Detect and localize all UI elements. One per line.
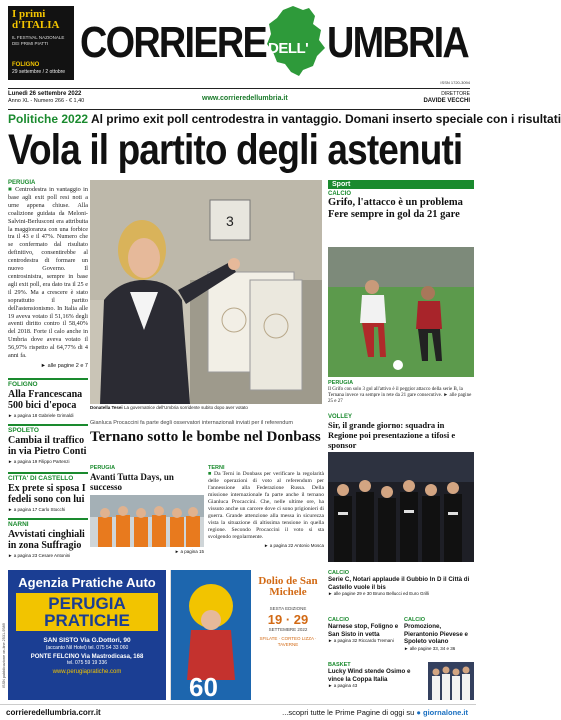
sidebar-page-text: a pagina 23 Cesare Antonini — [13, 553, 71, 558]
terni-text: regolarità delle operazioni di voto al referendum per l'annessione alla Federazione Russa. Della missione internazionale fa parte anche il ternano Gianluca Procaccini. Che, nelle ultime ore, ha vissuto anche un carcere dove ci sono prigionieri di guerra. Grande attenzione alla messa in sicurezza vista la situazione di altissima tensione in quella regione. Secondo Procaccini il voto si sta svolgendo regolarmente. — [208, 471, 325, 540]
newspaper-logo[interactable] — [80, 18, 470, 68]
sport-sub-page: ► alle pagine 25 e 27 — [328, 393, 472, 404]
ad-dolio-events: SFILATE · CORTEO LIZZA · TAVERNE — [259, 636, 317, 647]
bottom-category: CALCIO — [404, 617, 426, 623]
donbass-article[interactable] — [90, 420, 324, 446]
bottom-page-text: alle pagine 33, 34 e 36 — [409, 645, 456, 651]
promo-place — [12, 62, 65, 76]
bottom-item-narnese[interactable] — [328, 617, 400, 643]
issn-online-text: ISSN pubblicazione on-line 2531-9589 — [2, 623, 6, 688]
bottom-item-basket[interactable] — [328, 662, 424, 688]
volley-article[interactable] — [328, 414, 474, 450]
basket-photo — [428, 662, 474, 700]
director-name: DAVIDE VECCHI — [423, 98, 470, 104]
dateline — [8, 88, 470, 110]
football-illustration — [328, 247, 474, 377]
issn-online-code — [0, 566, 6, 696]
perugia-headline: Avanti Tutta Days, un successo — [90, 472, 174, 492]
bottom-page: ► a pagina 43 — [328, 683, 358, 688]
sidebar-item-castello[interactable] — [8, 472, 88, 512]
sport-category: CALCIO — [328, 191, 351, 197]
ad-pratiche-web: www.perugiapratiche.com — [52, 669, 122, 675]
ad-pratiche-brand: PERUGIA PRATICHE — [16, 593, 158, 631]
logo-left-text: CORRIERE — [80, 18, 266, 67]
footer-brand: ● giornalone.it — [416, 708, 468, 717]
perugia-photo — [90, 495, 204, 547]
sidebar-page: ► a pagina 17 Carlo Stocchi — [8, 507, 66, 512]
terni-body — [208, 471, 324, 541]
sidebar-page-text: a pagina 17 Carlo Stocchi — [13, 507, 66, 512]
bottom-page: ► alle pagine 29 e 30 Bruno Bellucci ed Euro Grilli — [328, 591, 430, 596]
footer-promo-text: ...scopri tutte le Prime Pagine di oggi su — [282, 708, 415, 717]
terni-tag: TERNI — [208, 465, 225, 471]
terni-lead: Da Terni in Donbass per verificare la — [214, 471, 301, 477]
ad-dolio-art — [171, 570, 251, 700]
lead-body-bullet: ■ — [8, 186, 13, 193]
sidebar-headline: Cambia il traffico in via Pietro Conti — [8, 435, 87, 457]
sidebar-headline: Alla Francescana 500 bici d'epoca — [8, 389, 83, 411]
terni-bullet: ■ — [208, 471, 213, 477]
sport-sub-tag: PERUGIA — [328, 380, 354, 386]
sidebar-page: ► a pagina 19 Filippo Partenzi — [8, 459, 70, 464]
ad-dolio-edition: SESTA EDIZIONE — [269, 606, 307, 611]
ad-dolio-title: Dolio de San Michele — [258, 575, 318, 598]
ad-pratiche-address-2b: tel. 075 59 19 336 — [66, 660, 108, 666]
sport-sub-article[interactable] — [328, 380, 474, 405]
lead-headline[interactable]: Vola il partito degli astenuti — [8, 126, 463, 174]
sidebar-tag: CITTA' DI CASTELLO — [8, 472, 88, 482]
kicker-tag: Politiche 2022 — [8, 112, 89, 126]
website-link[interactable]: www.corrieredellumbria.it — [202, 95, 288, 102]
kicker-text: Al primo exit poll centrodestra in vantaggio. Domani inserto speciale con i risultati — [90, 112, 561, 126]
date-issue — [8, 91, 84, 105]
perugia-tag: PERUGIA — [90, 465, 116, 471]
issn: ISSN 1720-3094 — [440, 80, 470, 85]
bottom-item-promozione[interactable] — [404, 617, 474, 651]
lead-body-lead: Centrodestra in vantaggio in base agli exit poll resi noti a urne appena chiuse. — [8, 186, 88, 209]
sport-sub-text: Il Grifo con solo 3 gol all'attivo è il peggior attacco della serie B, la Ternana invece va sempre in rete da 21 gare consecutive. — [328, 387, 463, 398]
sidebar-page: ► a pagina 18 Gabriele Grimaldi — [8, 413, 74, 418]
perugia-page-text: a pagina 15 — [180, 549, 204, 554]
bottom-page-text: alle pagine 29 e 30 Bruno Bellucci ed Euro Grilli — [333, 591, 430, 596]
basket-illustration — [428, 662, 474, 700]
ad-pratiche-title: Agenzia Pratiche Auto — [18, 575, 156, 590]
donbass-headline: Ternano sotto le bombe nel Donbass — [90, 429, 321, 445]
caption-name: Donatella Tesei — [90, 405, 123, 410]
sidebar-tag: FOLIGNO — [8, 378, 88, 388]
sport-headline: Grifo, l'attacco è un problema Fere sempre in gol da 21 gare — [328, 197, 463, 220]
ad-dolio-dates: 19 · 29 — [267, 612, 309, 627]
sidebar-tag: SPOLETO — [8, 424, 88, 434]
lead-more-text: alle pagine 2 e 7 — [47, 362, 88, 369]
sidebar-tag: NARNI — [8, 518, 88, 528]
volley-category: VOLLEY — [328, 414, 353, 420]
bottom-headline: Promozione, Pierantonio Pievese e Spoleto volano — [404, 623, 468, 645]
footer — [0, 704, 476, 720]
ballot-number: 3 — [226, 213, 234, 229]
ad-perugia-pratiche[interactable] — [8, 570, 166, 700]
lead-article[interactable] — [8, 180, 88, 369]
promo-dates: 29 settembre / 2 ottobre — [12, 69, 66, 75]
bottom-item-serie-c[interactable] — [328, 570, 474, 596]
sidebar-item-spoleto[interactable] — [8, 424, 88, 464]
ad-pratiche-address-1b: (accanto Nil Hotel) tel. 075 54 33 060 — [45, 645, 129, 651]
bottom-page: ► a pagina 32 Riccardo Tremani — [328, 638, 394, 643]
terni-page-text: a pagina 22 Antonio Mosca — [269, 543, 324, 548]
bottom-category: BASKET — [328, 662, 351, 668]
donbass-kicker: Gianluca Procaccini fa parte degli osservatori internazionali inviati per il referendum — [90, 420, 293, 426]
director — [423, 91, 470, 105]
promo-subtitle: IL FESTIVAL NAZIONALE DEI PRIMI PIATTI — [12, 35, 65, 46]
voting-scene-illustration — [90, 180, 322, 404]
bottom-page: ► alle pagine 33, 34 e 36 — [404, 645, 456, 651]
bottom-page-text: a pagina 43 — [333, 683, 358, 688]
logo-right-text: UMBRIA — [327, 18, 469, 67]
lead-photo — [90, 180, 322, 404]
ad-pratiche-address-1: SAN SISTO Via G.Dottori, 90 — [43, 637, 131, 644]
volley-team-illustration — [328, 452, 474, 562]
perugia-page: ► a pagina 15 — [174, 549, 204, 554]
volley-photo — [328, 452, 474, 562]
sidebar-headline: Avvistati cinghiali in zona Suffragio — [8, 529, 85, 551]
bottom-headline: Lucky Wind stende Osimo e vince la Coppa Italia — [328, 668, 411, 683]
promo-place-name: FOLIGNO — [12, 62, 40, 68]
bottom-category: CALCIO — [328, 617, 350, 623]
ad-dolio-big-number: 60 — [189, 672, 218, 702]
terni-article[interactable] — [208, 465, 324, 548]
footer-promo[interactable] — [282, 708, 468, 717]
masthead — [0, 0, 476, 90]
group-photo-illustration — [90, 495, 204, 547]
sport-bar: Sport — [328, 180, 474, 189]
festival-poster-illustration — [171, 570, 251, 700]
perugia-article[interactable] — [90, 465, 204, 565]
caption-text: La governatrice dell'Umbria sorridente subito dopo aver votato — [123, 405, 248, 410]
logo-mid-text: DELL' — [268, 40, 309, 57]
sport-section[interactable] — [328, 180, 474, 221]
date: Lunedì 26 settembre 2022 — [8, 91, 82, 97]
sidebar-page: ► a pagina 23 Cesare Antonini — [8, 553, 71, 558]
bottom-headline: Serie C, Notari applaude il Gubbio In D il Città di Castello vuole il bis — [328, 576, 470, 591]
bottom-headline: Narnese stop, Foligno e San Sisto in vetta — [328, 623, 399, 638]
lead-body — [8, 186, 88, 360]
terni-page: ► a pagina 22 Antonio Mosca — [263, 543, 324, 548]
festival-promo-box[interactable] — [8, 6, 74, 80]
volley-headline: Sir, il grande giorno: squadra in Regione poi presentazione a tifosi e sponsor — [328, 420, 456, 450]
sidebar-page-text: a pagina 18 Gabriele Grimaldi — [13, 413, 74, 418]
lead-body-text: Alla coalizione guidata da Meloni-Salvini-Berlusconi era attribuita la maggioranza con una forbice tra il 43 e il 47%. Numero che se confermato dal risultato definitivo, consentirebbe al centrodestra di formare un nuovo Governo. Il centrosinistra, sempre in base agli exit poll, era dato tra il 25 e il 29%. Ma a crescere è stato soprattutto il partito dell'astensionismo. In Italia alle 19 aveva votato il 51,16% degli aventi diritto contro il 58,40% del 2018. Forte il calo anche in Umbria dove aveva votato il 56,97% rispetto al 64,77% di 4 anni fa. — [8, 201, 88, 360]
football-photo — [328, 247, 474, 377]
ad-pratiche-address-2: PONTE FELCINO Via Mastrodicasa, 168 — [30, 654, 144, 660]
footer-brand-text: giornalone.it — [423, 708, 468, 717]
director-label: DIRETTORE — [441, 91, 470, 97]
sidebar-page-text: a pagina 19 Filippo Partenzi — [13, 459, 70, 464]
ad-dolio-san-michele[interactable] — [170, 570, 322, 700]
lead-tag: PERUGIA — [8, 180, 36, 186]
sidebar-item-narni[interactable] — [8, 518, 88, 558]
bottom-category: CALCIO — [328, 570, 350, 576]
sidebar-headline: Ex prete si sposa I fedeli sono con lui — [8, 483, 86, 505]
ad-dolio-month: SETTEMBRE 2022 — [268, 627, 308, 632]
bottom-page-text: a pagina 32 Riccardo Tremani — [333, 638, 394, 643]
footer-site-link[interactable]: corrieredellumbria.corr.it — [6, 708, 101, 717]
lead-photo-caption — [90, 405, 322, 410]
issue: Anno XL - Numero 266 - € 1,40 — [8, 98, 85, 104]
lead-more-link[interactable]: ► alle pagine 2 e 7 — [40, 362, 88, 369]
sidebar-item-foligno[interactable] — [8, 378, 88, 418]
promo-title: I primi d'ITALIA — [12, 8, 60, 31]
sport-sub-page-text: alle pagine 25 e 27 — [328, 393, 472, 404]
